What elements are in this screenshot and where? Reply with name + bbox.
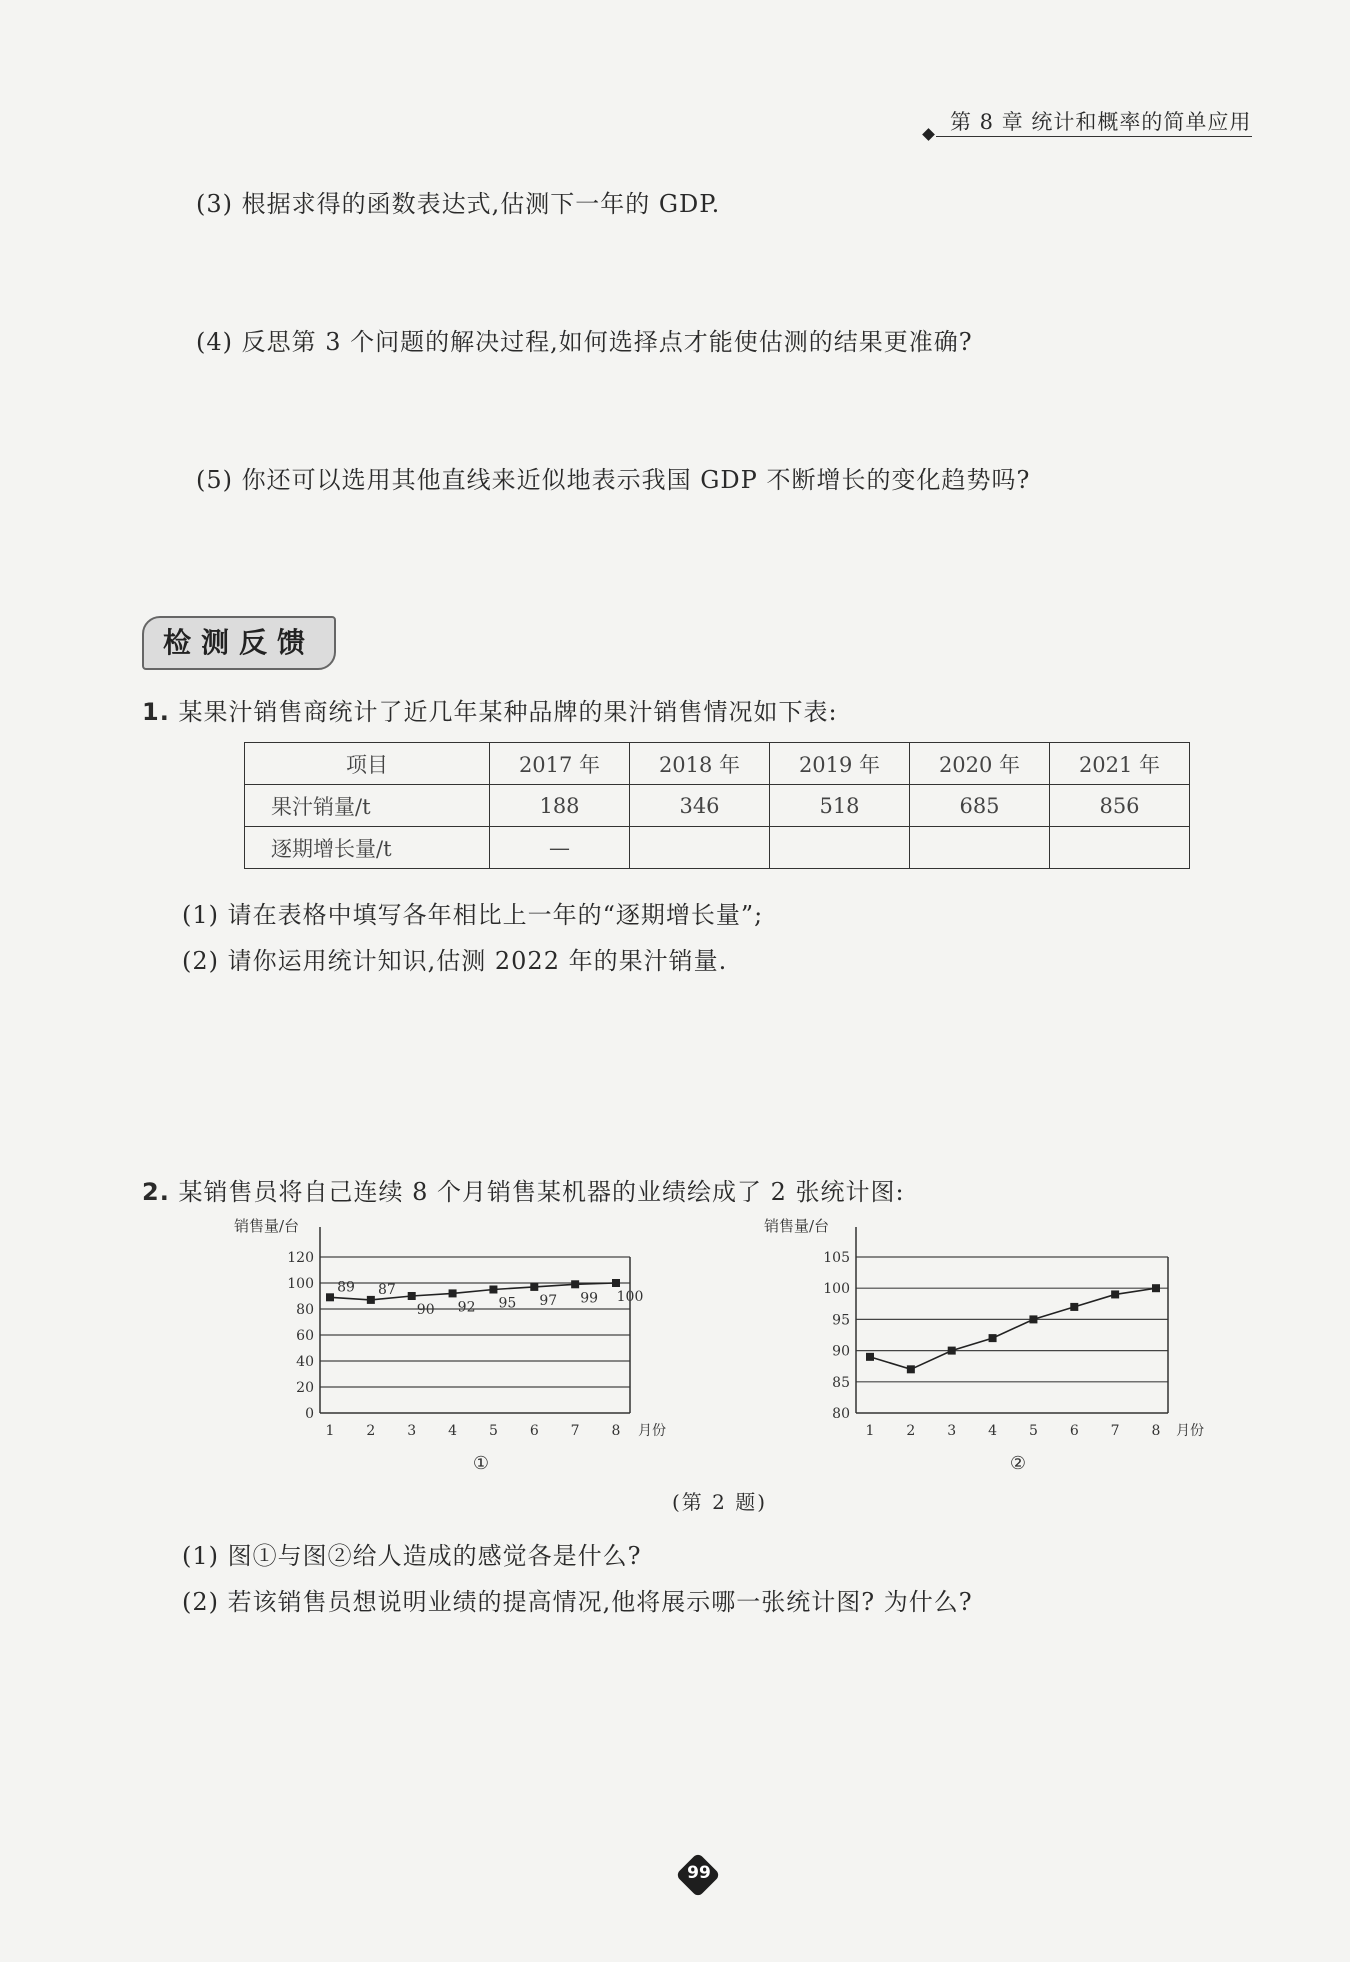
data-point <box>489 1286 497 1294</box>
data-label: 90 <box>416 1302 435 1318</box>
diamond-icon <box>922 128 935 141</box>
y-tick-label: 20 <box>296 1380 314 1396</box>
table-cell <box>1050 827 1190 869</box>
x-tick-label: 4 <box>988 1423 998 1439</box>
figure-label: ① <box>472 1453 490 1474</box>
table-cell: 逐期增长量/t <box>245 827 490 869</box>
problem-1-sub-1: (1) 请在表格中填写各年相比上一年的“逐期增长量”; <box>182 901 764 929</box>
data-point <box>1070 1303 1078 1311</box>
x-tick-label: 7 <box>1110 1423 1120 1439</box>
problem-2-text: 某销售员将自己连续 8 个月销售某机器的业绩绘成了 2 张统计图: <box>178 1178 905 1206</box>
problem-2-number: 2. <box>142 1178 170 1206</box>
table-cell: 518 <box>770 785 910 827</box>
data-point <box>530 1283 538 1291</box>
table-cell: 果汁销量/t <box>245 785 490 827</box>
problem-1-text: 某果汁销售商统计了近几年某种品牌的果汁销售情况如下表: <box>178 698 838 726</box>
data-label: 100 <box>616 1289 644 1305</box>
data-label: 87 <box>377 1281 396 1298</box>
table-row <box>245 827 1190 869</box>
table-cell: 188 <box>490 785 630 827</box>
table-cell: 2021 年 <box>1050 743 1190 785</box>
data-point <box>948 1347 956 1355</box>
page-number-badge <box>678 1855 720 1897</box>
problem-2-sub-2: (2) 若该销售员想说明业绩的提高情况,他将展示哪一张统计图? 为什么? <box>182 1588 973 1616</box>
problem-2-sub-1: (1) 图①与图②给人造成的感觉各是什么? <box>182 1542 642 1570</box>
table-cell: 346 <box>630 785 770 827</box>
x-tick-label: 6 <box>529 1423 539 1439</box>
y-tick-label: 100 <box>823 1281 850 1298</box>
problem-1-sub-2: (2) 请你运用统计知识,估测 2022 年的果汁销量. <box>182 947 728 975</box>
table-cell <box>630 827 770 869</box>
x-tick-label: 5 <box>1028 1423 1038 1439</box>
y-tick-label: 40 <box>296 1354 314 1370</box>
table-cell: 项目 <box>245 743 490 785</box>
y-axis-label: 销售量/台 <box>234 1217 300 1235</box>
x-axis-label: 月份 <box>1176 1423 1204 1439</box>
y-tick-label: 80 <box>296 1302 314 1318</box>
section-title: 检测反馈 <box>142 616 336 670</box>
data-label: 97 <box>539 1292 558 1309</box>
x-tick-label: 3 <box>407 1423 417 1439</box>
problem-1-stem <box>142 692 838 727</box>
y-tick-label: 105 <box>823 1250 850 1266</box>
chart-2 <box>760 1215 1210 1485</box>
figure-caption: (第 2 题) <box>672 1490 768 1514</box>
data-point <box>866 1353 874 1361</box>
table-cell <box>910 827 1050 869</box>
y-tick-label: 95 <box>832 1312 850 1329</box>
table-header-row <box>245 743 1190 785</box>
x-tick-label: 1 <box>865 1423 875 1439</box>
data-label: 95 <box>498 1295 517 1312</box>
x-tick-label: 3 <box>947 1423 957 1439</box>
series-line <box>870 1288 1156 1369</box>
chart-2-svg <box>760 1215 1210 1485</box>
problem-2-stem <box>142 1172 905 1207</box>
chart-1 <box>230 1215 666 1485</box>
y-tick-label: 60 <box>296 1328 314 1344</box>
data-label: 89 <box>337 1279 355 1296</box>
chapter-title: 第 8 章 统计和概率的简单应用 <box>950 110 1252 134</box>
y-tick-label: 0 <box>305 1406 314 1422</box>
data-point <box>989 1334 997 1342</box>
table-row <box>245 785 1190 827</box>
y-tick-label: 100 <box>287 1276 314 1292</box>
question-4: (4) 反思第 3 个问题的解决过程,如何选择点才能使估测的结果更准确? <box>196 328 973 356</box>
table-cell: 2017 年 <box>490 743 630 785</box>
data-point <box>1111 1290 1119 1298</box>
table-cell: 2020 年 <box>910 743 1050 785</box>
page-number: 99 <box>687 1863 711 1883</box>
data-label: 92 <box>457 1299 476 1316</box>
data-point <box>449 1289 457 1297</box>
x-tick-label: 8 <box>1151 1423 1161 1439</box>
data-point <box>367 1296 375 1304</box>
data-label: 99 <box>580 1290 599 1307</box>
chapter-header <box>920 104 1260 144</box>
data-point <box>571 1280 579 1288</box>
problem-1-number: 1. <box>142 698 170 726</box>
x-tick-label: 7 <box>570 1423 580 1439</box>
x-tick-label: 2 <box>366 1423 376 1439</box>
y-tick-label: 80 <box>832 1406 850 1422</box>
y-tick-label: 120 <box>287 1250 314 1266</box>
table-cell: 2018 年 <box>630 743 770 785</box>
figure-label: ② <box>1009 1453 1027 1474</box>
data-point <box>408 1292 416 1300</box>
x-tick-label: 2 <box>906 1423 916 1439</box>
data-point <box>612 1279 620 1287</box>
data-point <box>1029 1315 1037 1323</box>
y-tick-label: 90 <box>832 1343 850 1360</box>
x-axis-label: 月份 <box>638 1423 666 1439</box>
y-tick-label: 85 <box>832 1374 850 1391</box>
x-tick-label: 5 <box>488 1423 498 1439</box>
x-tick-label: 8 <box>611 1423 621 1439</box>
table-cell: 856 <box>1050 785 1190 827</box>
x-tick-label: 1 <box>325 1423 335 1439</box>
y-axis-label: 销售量/台 <box>764 1217 830 1235</box>
data-point <box>1152 1284 1160 1292</box>
data-point <box>907 1365 915 1373</box>
question-3: (3) 根据求得的函数表达式,估测下一年的 GDP. <box>196 190 721 218</box>
sales-table <box>244 742 1190 869</box>
x-tick-label: 6 <box>1069 1423 1079 1439</box>
question-5: (5) 你还可以选用其他直线来近似地表示我国 GDP 不断增长的变化趋势吗? <box>196 466 1031 494</box>
chart-1-svg <box>230 1215 666 1485</box>
table-cell: 2019 年 <box>770 743 910 785</box>
table-cell: 685 <box>910 785 1050 827</box>
x-tick-label: 4 <box>448 1423 458 1439</box>
table-cell: — <box>490 827 630 869</box>
header-rule <box>936 136 1252 137</box>
data-point <box>326 1293 334 1301</box>
table-cell <box>770 827 910 869</box>
